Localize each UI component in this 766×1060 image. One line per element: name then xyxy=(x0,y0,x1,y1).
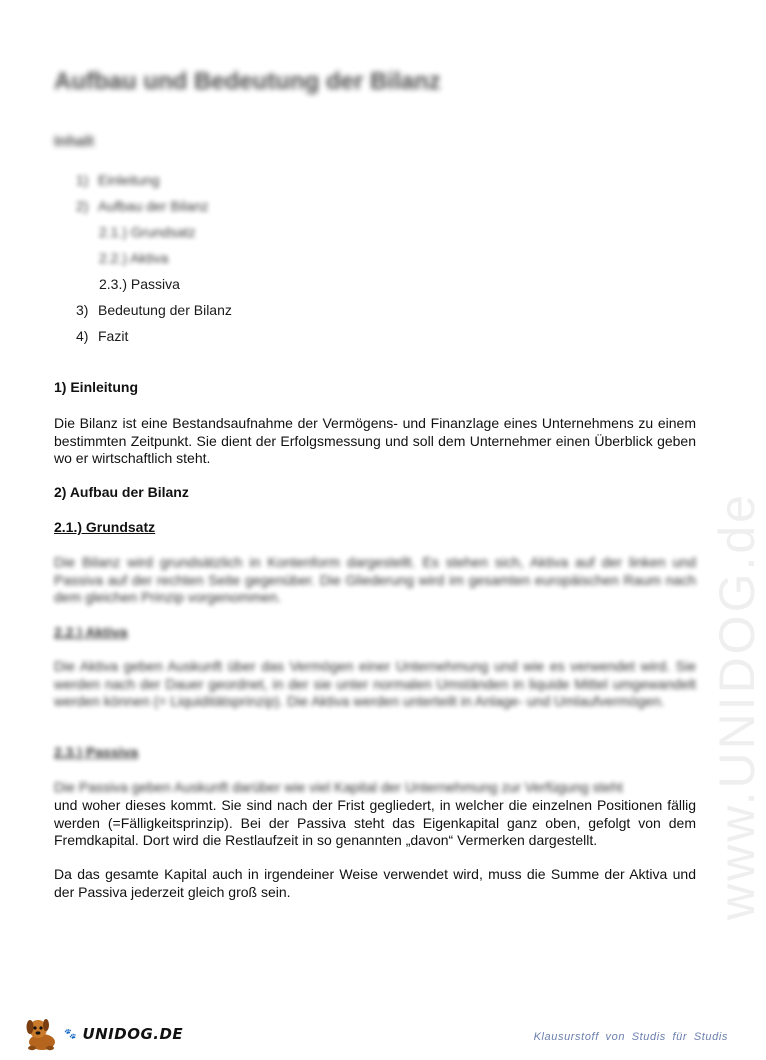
paragraph-passiva-line1: Die Passiva geben Auskunft darüber wie viel Kapital der Unternehmung zur Verfügung steht xyxy=(54,779,623,795)
paragraph-einleitung: Die Bilanz ist eine Bestandsaufnahme der Vermögens- und Finanzlage eines Unternehmens zu einem bestimmten Zeitpunkt. Sie dient der Erfolgsmessung und soll dem Unternehmer einen Überblick geben wo er wirtschaftlich steht. xyxy=(54,415,696,466)
footer-logo xyxy=(22,1016,183,1052)
footer-tagline: Klausurstoff von Studis für Studis xyxy=(533,1031,728,1043)
toc-item-grundsatz: 2.1.) Grundsatz xyxy=(99,224,196,240)
paragraph-grundsatz: Die Bilanz wird grundsätzlich in Kontenform dargestellt. Es stehen sich, Aktiva auf der linken und Passiva auf der rechten Seite gegenüber. Die Gliederung wird im gesamten europäischen Raum nach dem gleichen Prinzip vorgenommen. xyxy=(54,554,696,605)
paragraph-passiva: und woher dieses kommt. Sie sind nach der Frist gegliedert, in welcher die einzelnen Positionen fällig werden (=Fälligkeitsprinzip). Bei der Passiva steht das Eigenkapital ganz oben, gefolgt von dem Fremdkapital. Dort wird die Restlaufzeit in so genannten „davon“ Vermerken dargestellt. xyxy=(54,797,696,848)
heading-grundsatz: 2.1.) Grundsatz xyxy=(54,519,156,535)
heading-aufbau: 2) Aufbau der Bilanz xyxy=(54,484,189,500)
toc-item-passiva: 2.3.) Passiva xyxy=(99,276,180,292)
paragraph-passiva-summe: Da das gesamte Kapital auch in irgendeiner Weise verwendet wird, muss die Summe der Aktiva und der Passiva jederzeit gleich groß sein. xyxy=(54,866,696,900)
heading-passiva: 2.3.) Passiva xyxy=(54,744,139,760)
toc-item-bedeutung: 3) Bedeutung der Bilanz xyxy=(76,302,232,318)
heading-aktiva: 2.2.) Aktiva xyxy=(54,624,128,640)
heading-einleitung: 1) Einleitung xyxy=(54,379,138,395)
paragraph-aktiva: Die Aktiva geben Auskunft über das Vermögen einer Unternehmung und wie es verwendet wird. Sie werden nach der Dauer geordnet, in der sie unter normalen Umständen in liquide Mittel umgewandelt werden können (= Liquiditätsprinzip). Die Aktiva werden unterteilt in Anlage- und Umlaufvermögen. xyxy=(54,658,696,709)
toc-item-einleitung: 1) Einleitung xyxy=(76,172,160,188)
toc-item-aufbau: 2) Aufbau der Bilanz xyxy=(76,198,209,214)
watermark: www.UNIDOG.de xyxy=(709,492,765,920)
dog-mascot-icon xyxy=(22,1016,62,1052)
paw-icon: 🐾 xyxy=(64,1028,77,1040)
toc-item-aktiva: 2.2.) Aktiva xyxy=(99,250,169,266)
toc-item-fazit: 4) Fazit xyxy=(76,328,129,344)
document-title: Aufbau und Bedeutung der Bilanz xyxy=(54,68,441,95)
toc-heading: Inhalt xyxy=(54,133,94,150)
footer-logo-text: UNIDOG.DE xyxy=(82,1025,184,1043)
